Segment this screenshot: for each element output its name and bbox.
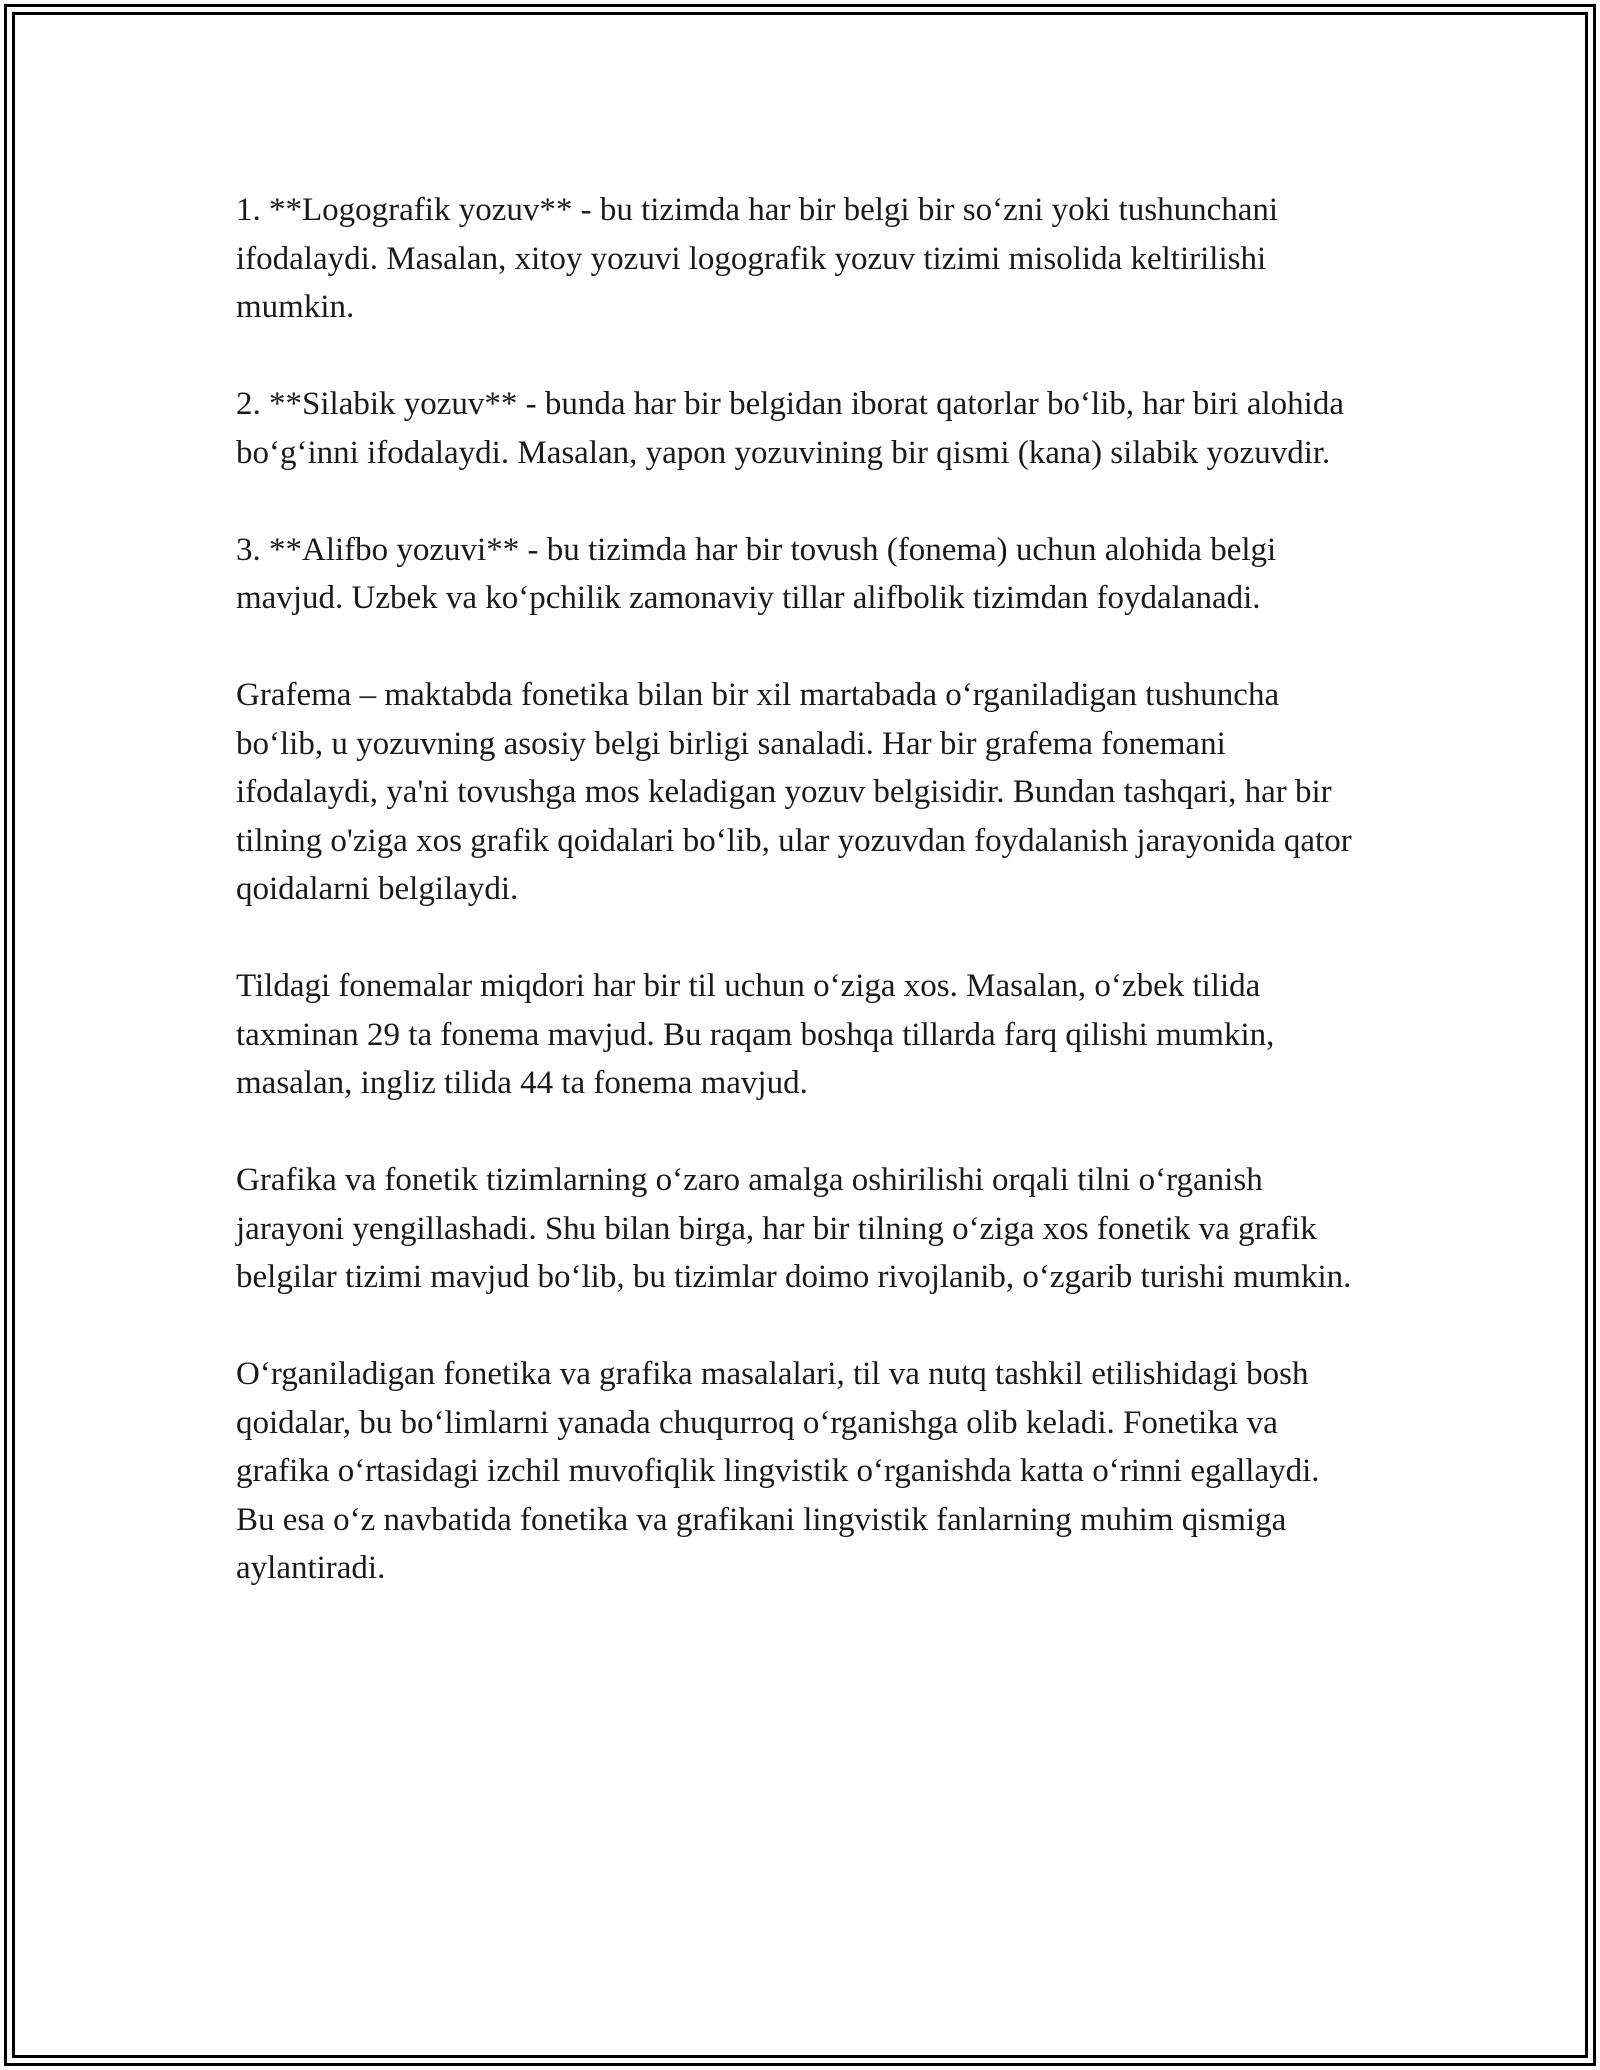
- paragraph-conclusion: O‘rganiladigan fonetika va grafika masalalari, til va nutq tashkil etilishidagi bosh qoidalar, bu bo‘limlarni yanada chuqurroq o‘rganishga olib keladi. Fonetika va grafika o‘rtasidagi izchil muvofiqlik lingvistik o‘rganishda katta o‘rinni egallaydi. Bu esa o‘z navbatida fonetika va grafikani lingvistik fanlarning muhim qismiga aylantiradi.: [236, 1356, 1320, 1586]
- paragraph-logographic-writing: 1. **Logografik yozuv** - bu tizimda har bir belgi bir so‘zni yoki tushunchani ifodalaydi. Masalan, xitoy yozuvi logografik yozuv tizimi misolida keltirilishi mumkin.: [236, 192, 1279, 325]
- paragraph-phoneme-count: Tildagi fonemalar miqdori har bir til uchun o‘ziga xos. Masalan, o‘zbek tilida taxminan 29 ta fonema mavjud. Bu raqam boshqa tillarda farq qilishi mumkin, masalan, ingliz tilida 44 ta fonema mavjud.: [236, 968, 1275, 1101]
- document-body: [236, 186, 1366, 1593]
- paragraph-grapheme: Grafema – maktabda fonetika bilan bir xil martabada o‘rganiladigan tushuncha bo‘lib, u yozuvning asosiy belgi birligi sanaladi. Har bir grafema fonemani ifodalaydi, ya'ni tovushga mos keladigan yozuv belgisidir. Bundan tashqari, har bir tilning o'ziga xos grafik qoidalari bo‘lib, ular yozuvdan foydalanish jarayonida qator qoidalarni belgilaydi.: [236, 677, 1352, 907]
- paragraph-syllabic-writing: 2. **Silabik yozuv** - bunda har bir belgidan iborat qatorlar bo‘lib, har biri alohida bo‘g‘inni ifodalaydi. Masalan, yapon yozuvining bir qismi (kana) silabik yozuvdir.: [236, 386, 1344, 471]
- paragraph-alphabetic-writing: 3. **Alifbo yozuvi** - bu tizimda har bir tovush (fonema) uchun alohida belgi mavjud. Uzbek va ko‘pchilik zamonaviy tillar alifbolik tizimdan foydalanadi.: [236, 531, 1277, 616]
- paragraph-graphics-phonetics: Grafika va fonetik tizimlarning o‘zaro amalga oshirilishi orqali tilni o‘rganish jarayoni yengillashadi. Shu bilan birga, har bir tilning o‘ziga xos fonetik va grafik belgilar tizimi mavjud bo‘lib, bu tizimlar doimo rivojlanib, o‘zgarib turishi mumkin.: [236, 1162, 1352, 1295]
